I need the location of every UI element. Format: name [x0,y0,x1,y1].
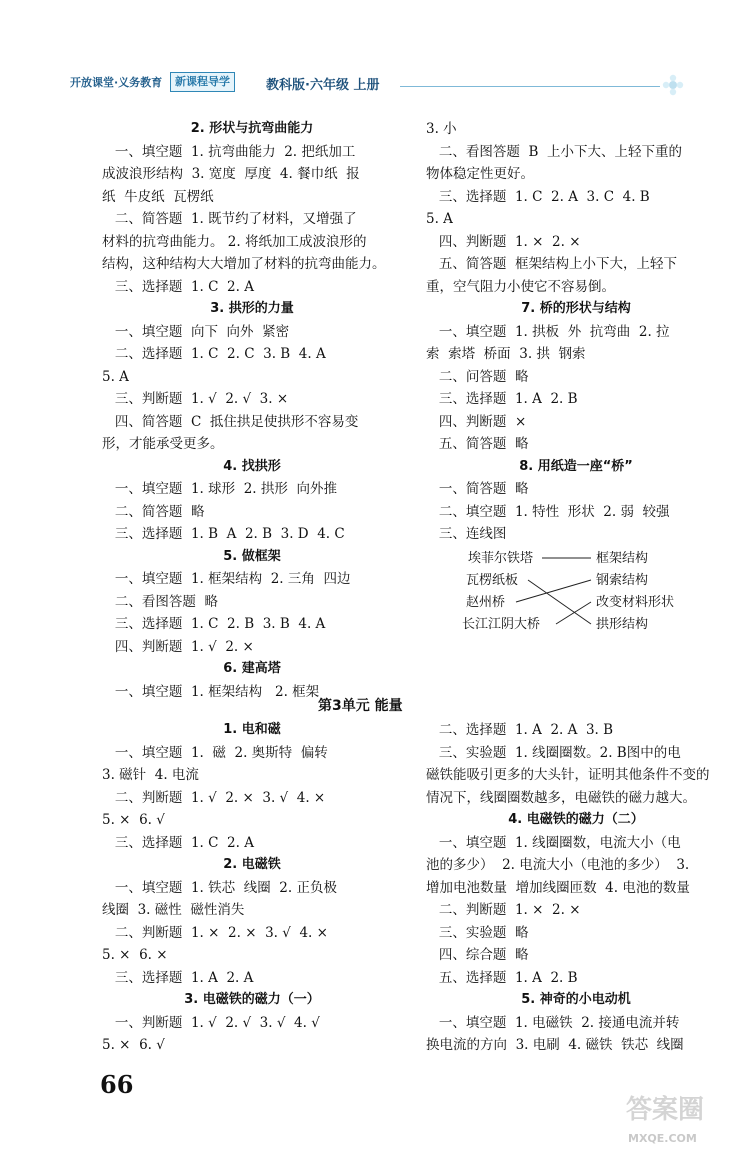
answer-line: 成波浪形结构 3. 宽度 厚度 4. 餐巾纸 报 [102,166,360,182]
match-right-item: 框架结构 [596,550,649,566]
answer-line: 一、简答题 略 [426,481,529,497]
match-right-item: 改变材料形状 [596,594,675,610]
answer-line: 索 索塔 桥面 3. 拱 钢索 [426,346,586,362]
answer-line: 一、填空题 1. 线圈圈数，电流大小（电 [426,834,681,851]
section-title: 6. 建高塔 [223,661,281,676]
header-rule [400,86,660,87]
answer-line: 二、选择题 1. C 2. C 3. B 4. A [102,346,326,362]
answer-line: 纸 牛皮纸 瓦楞纸 [102,188,214,205]
unit3-left-column [102,719,402,1057]
answer-line: 5. A [426,211,453,227]
answer-line: 四、简答题 C 抵住拱足使拱形不容易变 [102,413,359,430]
flower-ornament-icon [662,74,684,96]
match-left-item: 赵州桥 [466,594,506,610]
matching-lines [446,546,649,636]
answer-line: 三、选择题 1. A 2. A [102,969,254,986]
answer-line: 二、判断题 1. √ 2. × 3. √ 4. × [102,789,326,806]
answer-line: 五、选择题 1. A 2. B [426,969,578,986]
answer-line: 磁铁能吸引更多的大头针，证明其他条件不变的 [426,767,710,783]
answer-line: 池的多少） 2. 电流大小（电池的多少） 3. [426,857,690,873]
section-title: 4. 电磁铁的磁力（二） [508,812,644,827]
answer-line: 二、看图答题 B 上小下大、上轻下重的 [426,143,682,160]
answer-line: 一、判断题 1. √ 2. √ 3. √ 4. √ [102,1014,320,1031]
answer-line: 四、判断题 1. √ 2. × [102,638,254,655]
match-right-item: 拱形结构 [596,616,649,632]
answer-line: 三、实验题 1. 线圈圈数。2. B图中的电 [426,744,681,761]
watermark-bottom-text: MXQE.COM [628,1132,697,1145]
match-left-item: 埃菲尔铁塔 [468,550,534,566]
answer-line: 二、判断题 1. × 2. × 3. √ 4. × [102,924,328,941]
answer-line: 五、简答题 略 [426,436,529,452]
unit-title: 第3单元 能量 [318,698,403,714]
answer-line: 一、填空题 1. 球形 2. 拱形 向外推 [102,481,337,497]
answer-line: 3. 磁针 4. 电流 [102,767,199,783]
match-left-item: 瓦楞纸板 [466,572,519,588]
answer-line: 三、实验题 略 [426,924,529,941]
section-title: 5. 神奇的小电动机 [521,992,631,1007]
answer-line: 四、综合题 略 [426,947,529,963]
match-line [528,580,591,624]
answer-line: 二、看图答题 略 [102,593,218,610]
section-title: 5. 做框架 [223,548,281,564]
section-title: 4. 找拱形 [223,458,281,474]
brand-logo: 新课程导学 [170,72,235,92]
match-line [516,580,591,602]
section-title: 3. 电磁铁的磁力（一） [184,992,320,1007]
answer-line: 三、选择题 1. C 2. B 3. B 4. A [102,616,326,632]
answer-line: 形，才能承受更多。 [102,436,224,452]
answer-line: 5. × 6. √ [102,1037,165,1053]
answer-line: 情况下，线圈圈数越多，电磁铁的磁力越大。 [426,789,696,806]
match-left-item: 长江江阴大桥 [462,616,541,632]
answer-line: 一、填空题 1. 框架结构 2. 三角 四边 [102,571,351,587]
answer-line: 二、填空题 1. 特性 形状 2. 弱 较强 [426,503,670,520]
answer-line: 一、填空题 1. 抗弯曲能力 2. 把纸加工 [102,143,356,160]
answer-line: 五、简答题 框架结构上小下大，上轻下 [426,256,677,272]
answer-line: 二、简答题 1. 既节约了材料，又增强了 [102,211,357,227]
section-title: 2. 电磁铁 [223,857,281,872]
answer-line: 三、选择题 1. C 2. A [102,834,254,851]
answer-line: 换电流的方向 3. 电刷 4. 磁铁 铁芯 线圈 [426,1037,684,1053]
answer-line: 三、连线图 [426,526,507,542]
left-column [102,118,402,703]
answer-line: 四、判断题 1. × 2. × [426,233,581,250]
answer-line: 一、填空题 1. 框架结构 2. 框架 [102,683,320,700]
answer-line: 二、选择题 1. A 2. A 3. B [426,722,614,738]
answer-line: 二、判断题 1. × 2. × [426,902,581,918]
answer-line: 一、填空题 1. 拱板 外 抗弯曲 2. 拉 [426,323,670,340]
answer-line: 三、判断题 1. √ 2. √ 3. × [102,391,289,407]
answer-line: 5. × 6. √ [102,812,165,828]
answer-line: 一、填空题 1. 磁 2. 奥斯特 偏转 [102,744,328,761]
series-name: 开放课堂·义务教育 [70,76,163,89]
answer-line: 一、填空题 向下 向外 紧密 [102,323,290,340]
page-number: 66 [100,1070,134,1099]
answer-line: 一、填空题 1. 电磁铁 2. 接通电流并转 [426,1014,680,1031]
answer-line: 三、选择题 1. C 2. A 3. C 4. B [426,188,650,205]
answer-line: 物体稳定性更好。 [426,166,534,182]
section-title: 7. 桥的形状与结构 [521,301,631,316]
watermark-logo [618,1088,740,1150]
answer-line: 线圈 3. 磁性 磁性消失 [102,902,245,918]
answer-line: 三、选择题 1. A 2. B [426,391,578,407]
watermark-top-text: 答案圈 [626,1095,705,1125]
answer-line: 增加电池数量 增加线圈匝数 4. 电池的数量 [426,879,690,896]
page-header [70,72,710,102]
answer-line: 三、选择题 1. B A 2. B 3. D 4. C [102,526,345,542]
answer-line: 5. A [102,368,129,385]
section-title: 8. 用纸造一座“桥” [519,458,633,474]
match-right-item: 钢索结构 [596,572,649,588]
answer-line: 5. × 6. × [102,947,168,963]
answer-line: 重，空气阻力小使它不容易倒。 [426,278,615,295]
answer-line: 材料的抗弯曲能力。 2. 将纸加工成波浪形的 [102,233,367,250]
answer-line: 二、简答题 略 [102,503,205,520]
answer-line: 3. 小 [426,121,457,137]
section-title: 3. 拱形的力量 [210,301,294,316]
answer-line: 二、问答题 略 [426,368,529,385]
right-column [426,118,726,636]
matching-diagram [446,546,726,636]
answer-line: 三、选择题 1. C 2. A [102,278,254,295]
answer-line: 一、填空题 1. 铁芯 线圈 2. 正负极 [102,879,337,896]
edition-label: 教科版·六年级 上册 [266,78,380,93]
section-title: 1. 电和磁 [223,722,281,737]
section-title: 2. 形状与抗弯曲能力 [190,121,314,136]
unit3-right-column [426,719,726,1057]
answer-line: 结构，这种结构大大增加了材料的抗弯曲能力。 [102,256,386,272]
answer-line: 四、判断题 × [426,413,527,430]
